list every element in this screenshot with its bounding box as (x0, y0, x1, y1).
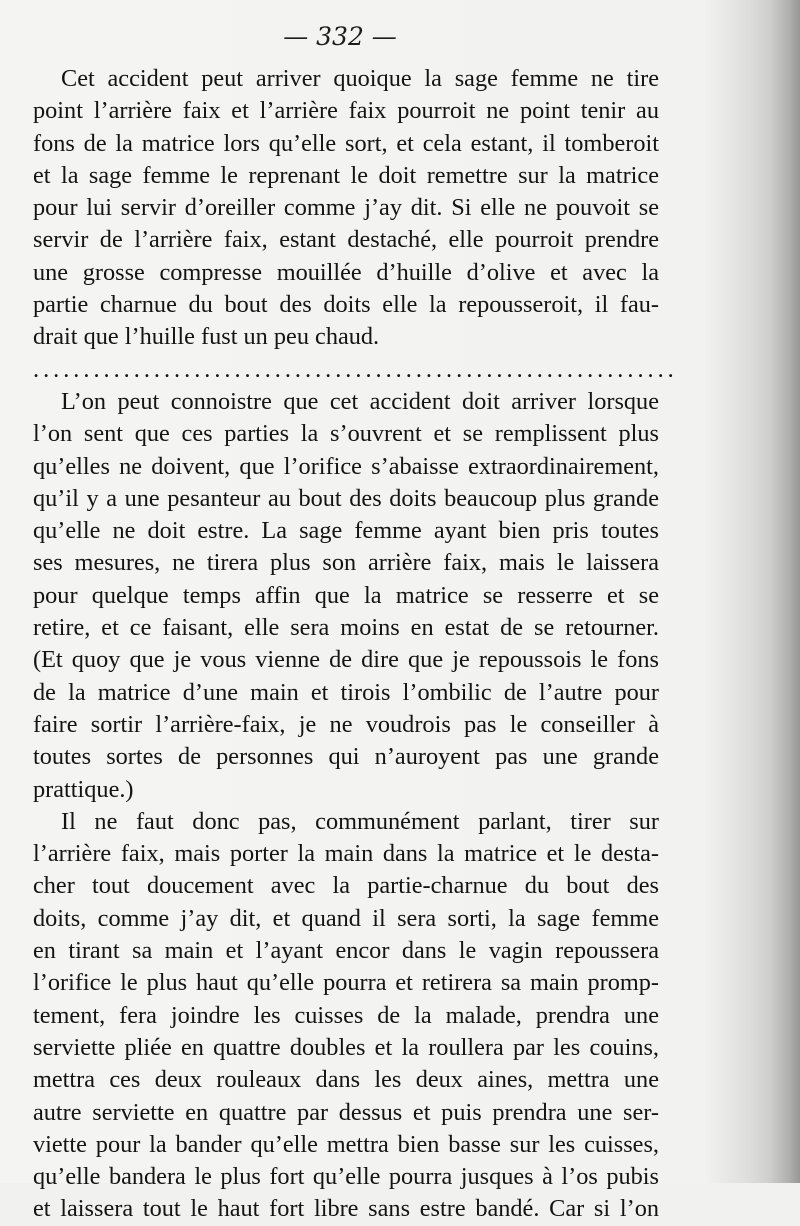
paragraph-3 (33, 806, 659, 1226)
text-line: drait que l’huille fust un peu chaud. (33, 323, 380, 351)
text-line: serviette pliée en quattre doubles et la roullera par les couins, (33, 1033, 659, 1061)
text-line: tement, fera joindre les cuisses de la malade, prendra une (33, 1001, 659, 1029)
text-line: mettra ces deux rouleaux dans les deux aines, mettra une (33, 1066, 659, 1094)
text-line: faire sortir l’arrière-faix, je ne voudrois pas le conseiller à (33, 710, 659, 738)
text-line: une grosse compresse mouillée d’huille d’olive et avec la (33, 258, 659, 286)
text-line: et laissera tout le haut fort libre sans estre bandé. Car si l’on (33, 1195, 659, 1223)
paragraph-1 (33, 63, 659, 354)
text-line: retire, et ce faisant, elle sera moins en estat de se retourner. (33, 614, 659, 642)
text-line: pour quelque temps affin que la matrice se resserre et se (33, 581, 659, 609)
binding-shadow (770, 0, 800, 1183)
text-line: prattique.) (33, 775, 134, 803)
text-line: autre serviette en quattre par dessus et puis prendra une ser- (33, 1098, 659, 1126)
paragraph-2 (33, 386, 659, 806)
text-line: et la sage femme le reprenant le doit remettre sur la matrice (33, 161, 659, 189)
text-line: qu’elle bandera le plus fort qu’elle pourra jusques à l’os pubis (33, 1163, 659, 1191)
page-number: — 332 — (283, 22, 397, 51)
text-line: l’orifice le plus haut qu’elle pourra et retirera sa main promp- (33, 969, 659, 997)
text-line: en tirant sa main et l’ayant encor dans le vagin repoussera (33, 937, 659, 965)
text-line: l’arrière faix, mais porter la main dans la matrice et le desta- (33, 840, 659, 868)
text-line: doits, comme j’ay dit, et quand il sera sorti, la sage femme (33, 904, 659, 932)
body-text (33, 63, 678, 1226)
text-line: Il ne faut donc pas, communément parlant, tirer sur (61, 807, 659, 835)
text-line: qu’il y a une pesanteur au bout des doits beaucoup plus grande (33, 484, 659, 512)
ellipsis-separator: ................................................................ (33, 355, 678, 383)
text-line: viette pour la bander qu’elle mettra bien basse sur les cuisses, (33, 1130, 659, 1158)
text-line: point l’arrière faix et l’arrière faix pourroit ne point tenir au (33, 97, 659, 125)
text-line: Cet accident peut arriver quoique la sage femme ne tire (61, 65, 659, 92)
text-line: toutes sortes de personnes qui n’auroyent pas une grande (33, 743, 659, 771)
text-line: fons de la matrice lors qu’elle sort, et cela estant, il tomberoit (33, 129, 659, 157)
text-line: pour lui servir d’oreiller comme j’ay dit. Si elle ne pouvoit se (33, 194, 659, 222)
text-line: ses mesures, ne tirera plus son arrière faix, mais le laissera (33, 549, 659, 577)
text-line: cher tout doucement avec la partie-charnue du bout des (33, 872, 659, 900)
text-line: qu’elles ne doivent, que l’orifice s’abaisse extraordinairement, (33, 452, 659, 480)
text-line: l’on sent que ces parties la s’ouvrent et se remplissent plus (33, 420, 659, 448)
text-line: partie charnue du bout des doits elle la repousseroit, il fau- (33, 291, 659, 319)
text-line: servir de l’arrière faix, estant destaché, elle pourroit prendre (33, 226, 659, 254)
text-line: L’on peut connoistre que cet accident doit arriver lorsque (61, 387, 659, 415)
text-line: qu’elle ne doit estre. La sage femme ayant bien pris toutes (33, 517, 659, 545)
text-line: (Et quoy que je vous vienne de dire que je repoussois le fons (33, 646, 659, 674)
text-line: de la matrice d’une main et tirois l’ombilic de l’autre pour (33, 678, 659, 706)
